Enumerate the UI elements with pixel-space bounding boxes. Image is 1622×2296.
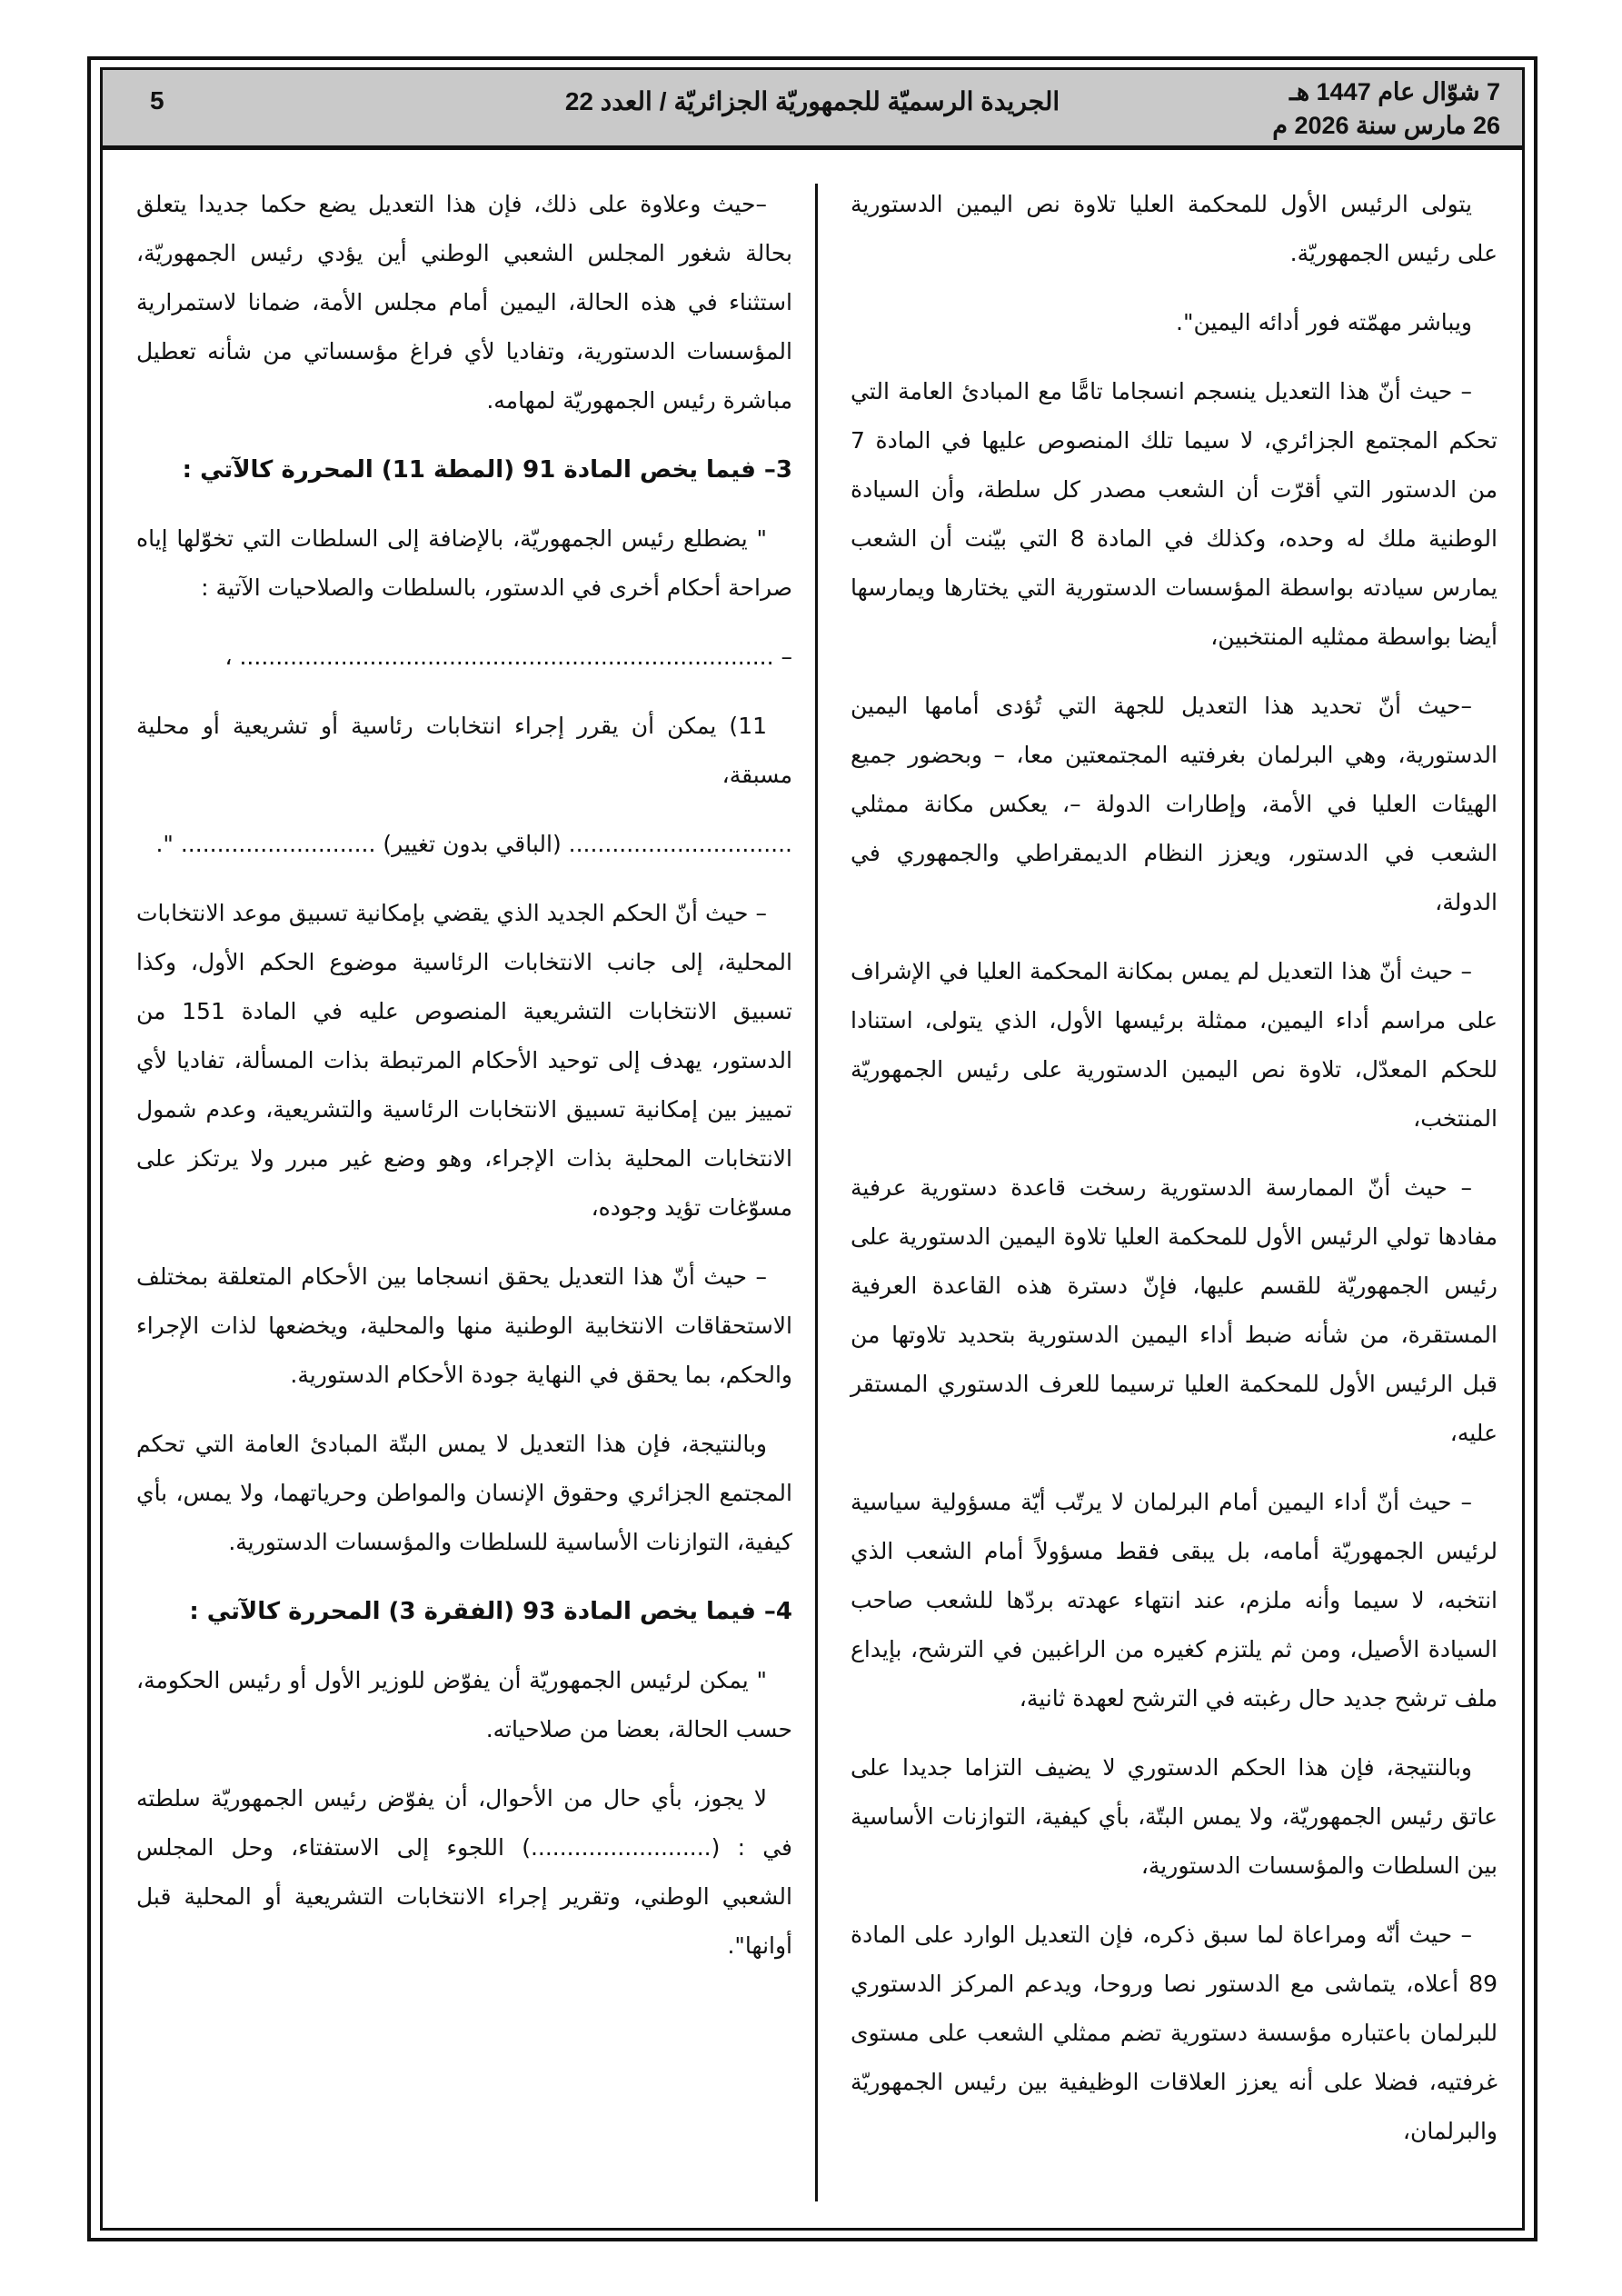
paragraph: –حيث وعلاوة على ذلك، فإن هذا التعديل يضع حكما جديدا يتعلق بحالة شغور المجلس الشعبي الوطني أين يؤدي رئيس الجمهوريّة، استثناء في هذه الحالة، اليمين أمام مجلس الأمة، ضمانا لاستمرارية المؤسسات الدستورية، وتفاديا لأي فراغ مؤسساتي من شأنه تعطيل مباشرة رئيس الجمهوريّة لمهامه. xyxy=(136,191,792,414)
quoted-article-text: " يضطلع رئيس الجمهوريّة، بالإضافة إلى السلطات التي تخوّلها إياه صراحة أحكام أخرى في الدستور، بالسلطات والصلاحيات الآتية : xyxy=(136,525,792,601)
paragraph: وبالنتيجة، فإن هذا التعديل لا يمس البتّة المبادئ العامة التي تحكم المجتمع الجزائري وحقوق الإنسان والمواطن وحرياتهما، ولا يمس، بأي كيفية، التوازنات الأساسية للسلطات والمؤسسات الدستورية. xyxy=(136,1431,792,1555)
page-number: 5 xyxy=(150,86,164,115)
paragraph: – حيث أنّه ومراعاة لما سبق ذكره، فإن التعديل الوارد على المادة 89 أعلاه، يتماشى مع الدستور نصا وروحا، ويدعم المركز الدستوري للبرلمان باعتباره مؤسسة دستورية تضم ممثلي الشعب على مستوى غرفتيه، فضلا على أنه يعزز العلاقات الوظيفية بين رئيس الجمهوريّة والبرلمان، xyxy=(851,1922,1498,2144)
paragraph: يتولى الرئيس الأول للمحكمة العليا تلاوة نص اليمين الدستورية على رئيس الجمهوريّة. xyxy=(851,191,1498,266)
quoted-article-text: لا يجوز، بأي حال من الأحوال، أن يفوّض رئيس الجمهوريّة سلطته في : (.........................) اللجوء إلى الاستفتاء، وحل المجلس الشعبي الوطني، وتقرير إجراء الانتخابات التشريعية أو المحلية قبل أوانها". xyxy=(136,1785,792,1959)
right-column xyxy=(851,180,1498,2176)
gazette-header xyxy=(103,70,1522,150)
paragraph: ويباشر مهمّته فور أدائه اليمين". xyxy=(1176,309,1472,335)
column-divider xyxy=(815,184,818,2201)
omitted-text: – .......................................................................... ، xyxy=(224,644,792,670)
omitted-text: ............................... (الباقي بدون تغيير) ........................... ". xyxy=(155,831,792,857)
paragraph: – حيث أنّ هذا التعديل يحقق انسجاما بين الأحكام المتعلقة بمختلف الاستحقاقات الانتخابية الوطنية منها والمحلية، ويخضعها لذات الإجراء والحكم، بما يحقق في النهاية جودة الأحكام الدستورية. xyxy=(136,1263,792,1388)
issue-number: العدد 22 xyxy=(564,87,652,115)
paragraph: – حيث أنّ هذا التعديل ينسجم انسجاما تامًّا مع المبادئ العامة التي تحكم المجتمع الجزائري، لا سيما تلك المنصوص عليها في المادة 7 من الدستور التي أقرّت أن الشعب مصدر كل سلطة، وأن السيادة الوطنية ملك له وحده، وكذلك في المادة 8 التي بيّنت أن الشعب يمارس سيادته بواسطة المؤسسات الدستورية التي يختارها ويمارسها أيضا بواسطة ممثليه المنتخبين، xyxy=(851,378,1498,650)
paragraph: – حيث أنّ أداء اليمين أمام البرلمان لا يرتّب أيّة مسؤولية سياسية لرئيس الجمهوريّة أمامه، بل يبقى فقط مسؤولاً أمام الشعب الذي انتخبه، لا سيما وأنه ملزم، عند انتهاء عهدته بردّها للشعب صاحب السيادة الأصيل، ومن ثم يلتزم كغيره من الراغبين في الترشح، بإيداع ملف ترشح جديد حال رغبته في الترشح لعهدة ثانية، xyxy=(851,1489,1498,1712)
quoted-article-text: " يمكن لرئيس الجمهوريّة أن يفوّض للوزير الأول أو رئيس الحكومة، حسب الحالة، بعضا من صلاحياته. xyxy=(136,1667,792,1742)
gazette-name: الجريدة الرسميّة للجمهوريّة الجزائريّة xyxy=(673,87,1060,115)
gazette-title xyxy=(103,86,1522,116)
gregorian-date: 26 مارس سنة 2026 م xyxy=(1272,112,1500,139)
paragraph: – حيث أنّ الممارسة الدستورية رسخت قاعدة دستورية عرفية مفادها تولي الرئيس الأول للمحكمة العليا تلاوة اليمين الدستورية على رئيس الجمهوريّة للقسم عليها، فإنّ دسترة هذه القاعدة العرفية المستقرة، من شأنه ضبط أداء اليمين الدستورية بتحديد تلاوتها من قبل الرئيس الأول للمحكمة العليا ترسيما للعرف الدستوري المستقر عليه، xyxy=(851,1174,1498,1446)
paragraph: –حيث أنّ تحديد هذا التعديل للجهة التي تُؤدى أمامها اليمين الدستورية، وهي البرلمان بغرفتيه المجتمعتين معا، – وبحضور جميع الهيئات العليا في الأمة، وإطارات الدولة –، يعكس مكانة ممثلي الشعب في الدستور، ويعزز النظام الديمقراطي والجمهوري في الدولة، xyxy=(851,693,1498,915)
section-heading-article-91: 3– فيما يخص المادة 91 (المطة 11) المحررة كالآتي : xyxy=(182,456,792,484)
paragraph: وبالنتيجة، فإن هذا الحكم الدستوري لا يضيف التزاما جديدا على عاتق رئيس الجمهوريّة، ولا يمس البتّة، بأي كيفية، التوازنات الأساسية بين السلطات والمؤسسات الدستورية، xyxy=(851,1754,1498,1879)
title-separator: / xyxy=(659,87,667,115)
quoted-article-item: 11) يمكن أن يقرر إجراء انتخابات رئاسية أو تشريعية أو محلية مسبقة، xyxy=(136,713,792,788)
paragraph: – حيث أنّ هذا التعديل لم يمس بمكانة المحكمة العليا في الإشراف على مراسم أداء اليمين، ممثلة برئيسها الأول، الذي يتولى، استنادا للحكم المعدّل، تلاوة نص اليمين الدستورية على رئيس الجمهوريّة المنتخب، xyxy=(851,958,1498,1132)
paragraph: – حيث أنّ الحكم الجديد الذي يقضي بإمكانية تسبيق موعد الانتخابات المحلية، إلى جانب الانتخابات الرئاسية موضوع الحكم الأول، وكذا تسبيق الانتخابات التشريعية المنصوص عليه في المادة 151 من الدستور، يهدف إلى توحيد الأحكام المرتبطة بذات المسألة، تفاديا لأي تمييز بين إمكانية تسبيق الانتخابات الرئاسية والتشريعية، وعدم شمول الانتخابات المحلية بذات الإجراء، وهو وضع غير مبرر ولا يرتكز على مسوّغات تؤيد وجوده، xyxy=(136,900,792,1221)
left-column xyxy=(136,180,792,1991)
section-heading-article-93: 4– فيما يخص المادة 93 (الفقرة 3) المحررة كالآتي : xyxy=(189,1598,792,1625)
hijri-date: 7 شوّال عام 1447 هـ xyxy=(1289,78,1500,105)
